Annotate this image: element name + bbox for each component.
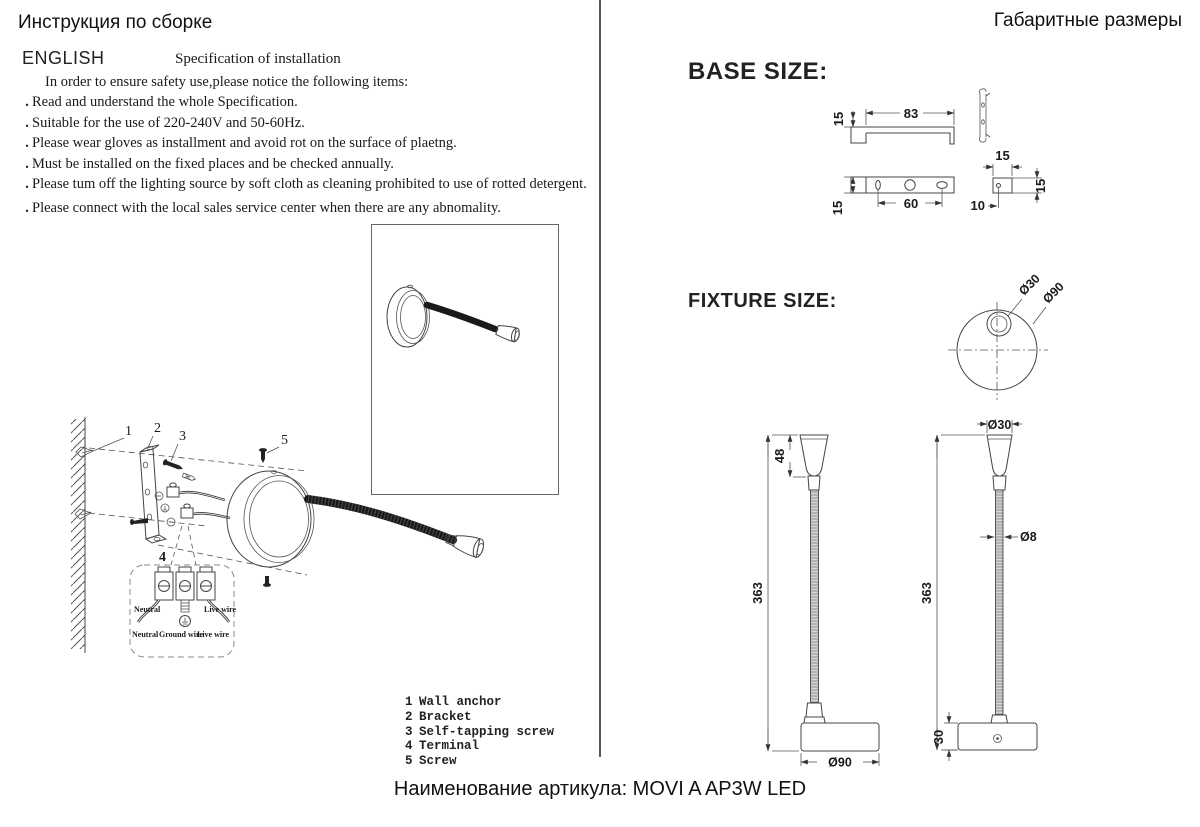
terminal-connectors [155, 483, 230, 526]
dim-inner-diameter: Ø30 [1016, 272, 1043, 299]
dim-base-height: 30 [931, 729, 946, 745]
terminal-detail [130, 526, 237, 657]
list-item: . Read and understand the whole Specification. [22, 94, 602, 111]
fixture-side-view [919, 418, 1037, 761]
dim-offset: 10 [970, 198, 985, 213]
dim-hole-spacing: 60 [903, 196, 919, 211]
bullet: . [25, 94, 29, 111]
dim-total-height-left: 363 [750, 582, 765, 604]
list-item: . Please tum off the lighting source by soft cloth as cleaning prohibited to use of rotted detergent. [22, 176, 602, 193]
part-row: 3 Self-tapping screw [405, 724, 555, 739]
list-item: . Please connect with the local sales service center when there are any abnomality. [22, 200, 602, 217]
lamp-base-drawing [227, 471, 314, 567]
dim-flange-h: 15 [831, 111, 846, 127]
installation-diagram [55, 395, 605, 695]
self-tapping-screw-icon [162, 459, 184, 472]
bullet: . [25, 155, 29, 172]
part-row: 4 Terminal [405, 739, 480, 754]
part-row: 5 Screw [405, 754, 457, 769]
anchor-icon [182, 473, 196, 481]
part-row: 1 Wall anchor [405, 695, 502, 709]
lamp-head [445, 530, 486, 559]
english-heading: ENGLISH [22, 48, 105, 68]
dim-outer-diameter: Ø90 [1040, 279, 1067, 307]
dim-head-height: 48 [772, 448, 787, 464]
lamp-base-outline [387, 287, 427, 347]
flexible-arm [308, 499, 453, 540]
spec-subheading: Specification of installation [175, 51, 341, 67]
callout-1: 1 [125, 424, 132, 439]
dim-length: 83 [903, 106, 919, 121]
part-row: 2 Bracket [405, 709, 472, 724]
list-item: . Please wear gloves as installment and avoid rot on the surface of plaetng. [22, 135, 602, 152]
projection-line [158, 545, 307, 575]
projection-line [89, 448, 307, 471]
bullet: . [25, 175, 29, 192]
bracket-drawing [130, 445, 166, 543]
bullet: . [25, 135, 29, 152]
wire-label-live-bottom: Live wire [197, 630, 230, 639]
dim-plate-w: 15 [830, 200, 845, 216]
bracket-top-view [830, 177, 954, 215]
screw-icon [263, 576, 271, 587]
parts-list [405, 695, 554, 769]
dim-neck-diameter: Ø8 [1020, 530, 1037, 544]
article-name: Наименование артикула: MOVI A AP3W LED [393, 778, 807, 800]
wire-label-neutral: Neutral [134, 605, 161, 614]
safety-intro: In order to ensure safety use,please notice the following items: [45, 74, 409, 90]
wire-label-neutral-bottom: Neutral [132, 630, 159, 639]
dim-total-height-right: 363 [919, 582, 934, 604]
fixture-front-view [750, 435, 879, 770]
list-item: . Must be installed on the fixed places and be checked annually. [22, 156, 602, 173]
fixture-size-heading: FIXTURE SIZE: [688, 290, 837, 312]
bracket-end-view-bottom [971, 148, 1048, 213]
dim-side-right: 15 [1033, 178, 1048, 194]
bullet: . [25, 114, 29, 131]
base-size-drawing [830, 80, 1060, 230]
base-size-heading: BASE SIZE: [688, 58, 828, 85]
callout-3: 3 [179, 429, 186, 444]
wire-label-ground: Ground wire [159, 630, 203, 639]
callout-4: 4 [159, 550, 166, 565]
page-title-dimensions: Габаритные размеры [993, 10, 1182, 31]
dim-base-diameter: Ø90 [828, 755, 852, 770]
page-title-assembly: Инструкция по сборке [18, 12, 213, 33]
bracket-profile-view [831, 106, 954, 144]
callout-5: 5 [281, 433, 288, 448]
bullet: . [25, 199, 29, 216]
bracket-end-view-top [979, 89, 990, 142]
fixture-top-view [940, 272, 1110, 417]
safety-items-list [22, 74, 602, 217]
list-item: . Suitable for the use of 220-240V and 50-60Hz. [22, 115, 602, 132]
fixture-elevation-drawings [700, 410, 1060, 780]
lamp-head [495, 323, 521, 342]
screw-icon [259, 448, 267, 463]
flexible-arm [427, 305, 495, 329]
wire-label-live: Live wire [204, 605, 237, 614]
dim-head-diameter: Ø30 [987, 418, 1012, 432]
callout-2: 2 [154, 421, 161, 436]
dim-side-top: 15 [995, 148, 1010, 163]
